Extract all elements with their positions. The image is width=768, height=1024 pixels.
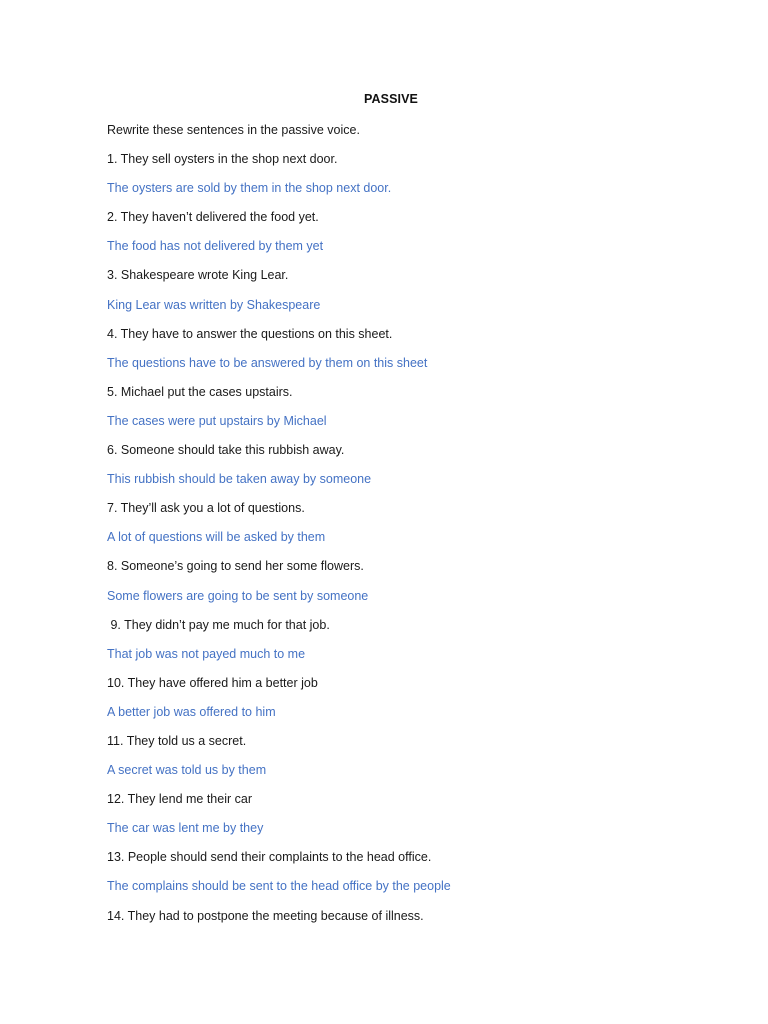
question-line: 6. Someone should take this rubbish away. [107,443,345,458]
answer-line: The oysters are sold by them in the shop next door. [107,181,392,196]
answer-line: The complains should be sent to the head office by the people [107,879,451,894]
question-line: 13. People should send their complaints to the head office. [107,850,432,865]
answer-line: King Lear was written by Shakespeare [107,297,321,312]
answer-line: That job was not payed much to me [107,646,306,661]
document-body [107,122,727,937]
answer-line: The food has not delivered by them yet [107,239,324,254]
question-line: 14. They had to postpone the meeting because of illness. [107,908,424,923]
answer-line: A lot of questions will be asked by them [107,530,326,545]
answer-line: A better job was offered to him [107,704,276,719]
instruction-text: Rewrite these sentences in the passive voice. [107,123,360,137]
answer-line: The cases were put upstairs by Michael [107,413,327,428]
question-line: 12. They lend me their car [107,792,252,807]
answer-line: A secret was told us by them [107,763,267,778]
answer-line: The questions have to be answered by them on this sheet [107,355,428,370]
question-line: 4. They have to answer the questions on this sheet. [107,326,393,341]
question-line: 7. They’ll ask you a lot of questions. [107,501,305,516]
question-line: 11. They told us a secret. [107,733,247,748]
answer-line: The car was lent me by they [107,821,264,836]
question-line: 5. Michael put the cases upstairs. [107,384,293,399]
question-line: 2. They haven’t delivered the food yet. [107,210,319,225]
question-line: 3. Shakespeare wrote King Lear. [107,268,289,283]
answer-line: This rubbish should be taken away by someone [107,472,372,487]
question-line: 9. They didn’t pay me much for that job. [107,617,330,632]
answer-line: Some flowers are going to be sent by someone [107,588,369,603]
document-title: PASSIVE [364,92,418,106]
question-line: 10. They have offered him a better job [107,675,318,690]
question-line: 1. They sell oysters in the shop next door. [107,152,338,167]
question-line: 8. Someone’s going to send her some flowers. [107,559,364,574]
